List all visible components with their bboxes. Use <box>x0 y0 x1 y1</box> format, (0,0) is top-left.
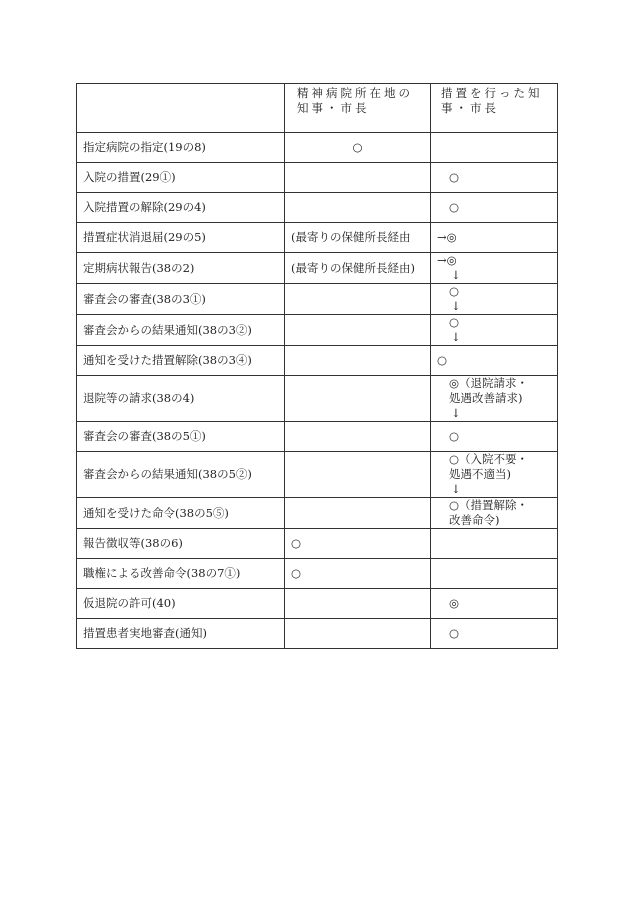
hospital-governor-cell: ○ <box>285 559 431 589</box>
measure-governor-cell <box>431 559 558 589</box>
hospital-governor-cell <box>285 589 431 619</box>
row-label: 審査会からの結果通知(38の3②) <box>77 315 285 346</box>
row-label: 指定病院の指定(19の8) <box>77 133 285 163</box>
measure-governor-cell: ○ <box>431 619 558 649</box>
row-label: 退院等の請求(38の4) <box>77 376 285 422</box>
row-label: 審査会からの結果通知(38の5②) <box>77 452 285 498</box>
hospital-governor-cell <box>285 284 431 315</box>
measure-governor-cell <box>431 452 558 498</box>
header-empty-cell <box>77 84 285 133</box>
table-row <box>77 315 558 346</box>
hospital-governor-cell <box>285 619 431 649</box>
hospital-governor-cell: (最寄りの保健所長経由 <box>285 223 431 253</box>
hospital-governor-cell: ○ <box>285 529 431 559</box>
row-label: 通知を受けた命令(38の5⑤) <box>77 498 285 529</box>
row-label: 入院の措置(29①) <box>77 163 285 193</box>
table-row <box>77 529 558 559</box>
hospital-governor-cell <box>285 346 431 376</box>
hospital-governor-cell <box>285 315 431 346</box>
measure-governor-cell <box>431 253 558 284</box>
cell-mark: →◎ <box>437 253 457 267</box>
row-label: 審査会の審査(38の3①) <box>77 284 285 315</box>
cell-mark: ○ <box>449 315 460 329</box>
hospital-governor-cell: (最寄りの保健所長経由) <box>285 253 431 284</box>
row-label: 職権による改善命令(38の7①) <box>77 559 285 589</box>
table-row <box>77 422 558 452</box>
table-row <box>77 376 558 422</box>
down-arrow-icon: ↓ <box>451 299 461 313</box>
cell-mark: ○（入院不要・ <box>449 452 529 466</box>
down-arrow-icon: ↓ <box>451 330 461 344</box>
table-row <box>77 619 558 649</box>
measure-governor-cell: ○ <box>431 346 558 376</box>
table-row <box>77 133 558 163</box>
table-row <box>77 452 558 498</box>
table-row <box>77 253 558 284</box>
down-arrow-icon: ↓ <box>451 268 461 282</box>
table-row <box>77 559 558 589</box>
cell-note: 処遇不適当) <box>449 467 511 481</box>
down-arrow-icon: ↓ <box>451 406 461 420</box>
measure-governor-cell <box>431 315 558 346</box>
measure-governor-cell: ○ <box>431 163 558 193</box>
table-row <box>77 498 558 529</box>
row-label: 入院措置の解除(29の4) <box>77 193 285 223</box>
row-label: 定期病状報告(38の2) <box>77 253 285 284</box>
hospital-governor-cell <box>285 163 431 193</box>
table-row <box>77 193 558 223</box>
measure-governor-cell: ◎ <box>431 589 558 619</box>
hospital-governor-cell <box>285 452 431 498</box>
cell-mark: ○ <box>449 284 460 298</box>
table-header-row <box>77 84 558 133</box>
table-row <box>77 284 558 315</box>
measure-governor-cell <box>431 133 558 163</box>
header-hospital-governor: 精神病院所在地の知事・市長 <box>285 84 431 133</box>
measure-governor-cell <box>431 529 558 559</box>
measure-governor-cell <box>431 498 558 529</box>
row-label: 措置症状消退届(29の5) <box>77 223 285 253</box>
hospital-governor-cell <box>285 422 431 452</box>
measure-governor-cell <box>431 284 558 315</box>
table-row <box>77 589 558 619</box>
measure-governor-cell: →◎ <box>431 223 558 253</box>
row-label: 措置患者実地審査(通知) <box>77 619 285 649</box>
measure-governor-cell: ○ <box>431 193 558 223</box>
hospital-governor-cell <box>285 376 431 422</box>
row-label: 通知を受けた措置解除(38の3④) <box>77 346 285 376</box>
measure-governor-cell <box>431 376 558 422</box>
cell-note: 処遇改善請求) <box>449 391 523 405</box>
cell-mark: ○（措置解除・ <box>449 498 529 512</box>
header-measure-governor: 措置を行った知事・市長 <box>431 84 558 133</box>
jurisdiction-table <box>76 83 558 649</box>
table-row <box>77 223 558 253</box>
down-arrow-icon: ↓ <box>451 482 461 496</box>
row-label: 仮退院の許可(40) <box>77 589 285 619</box>
hospital-governor-cell <box>285 498 431 529</box>
cell-note: 改善命令) <box>449 513 500 527</box>
hospital-governor-cell: ○ <box>285 133 431 163</box>
table-row <box>77 163 558 193</box>
cell-mark: ◎（退院請求・ <box>449 376 529 390</box>
row-label: 報告徴収等(38の6) <box>77 529 285 559</box>
measure-governor-cell: ○ <box>431 422 558 452</box>
table-row <box>77 346 558 376</box>
row-label: 審査会の審査(38の5①) <box>77 422 285 452</box>
hospital-governor-cell <box>285 193 431 223</box>
